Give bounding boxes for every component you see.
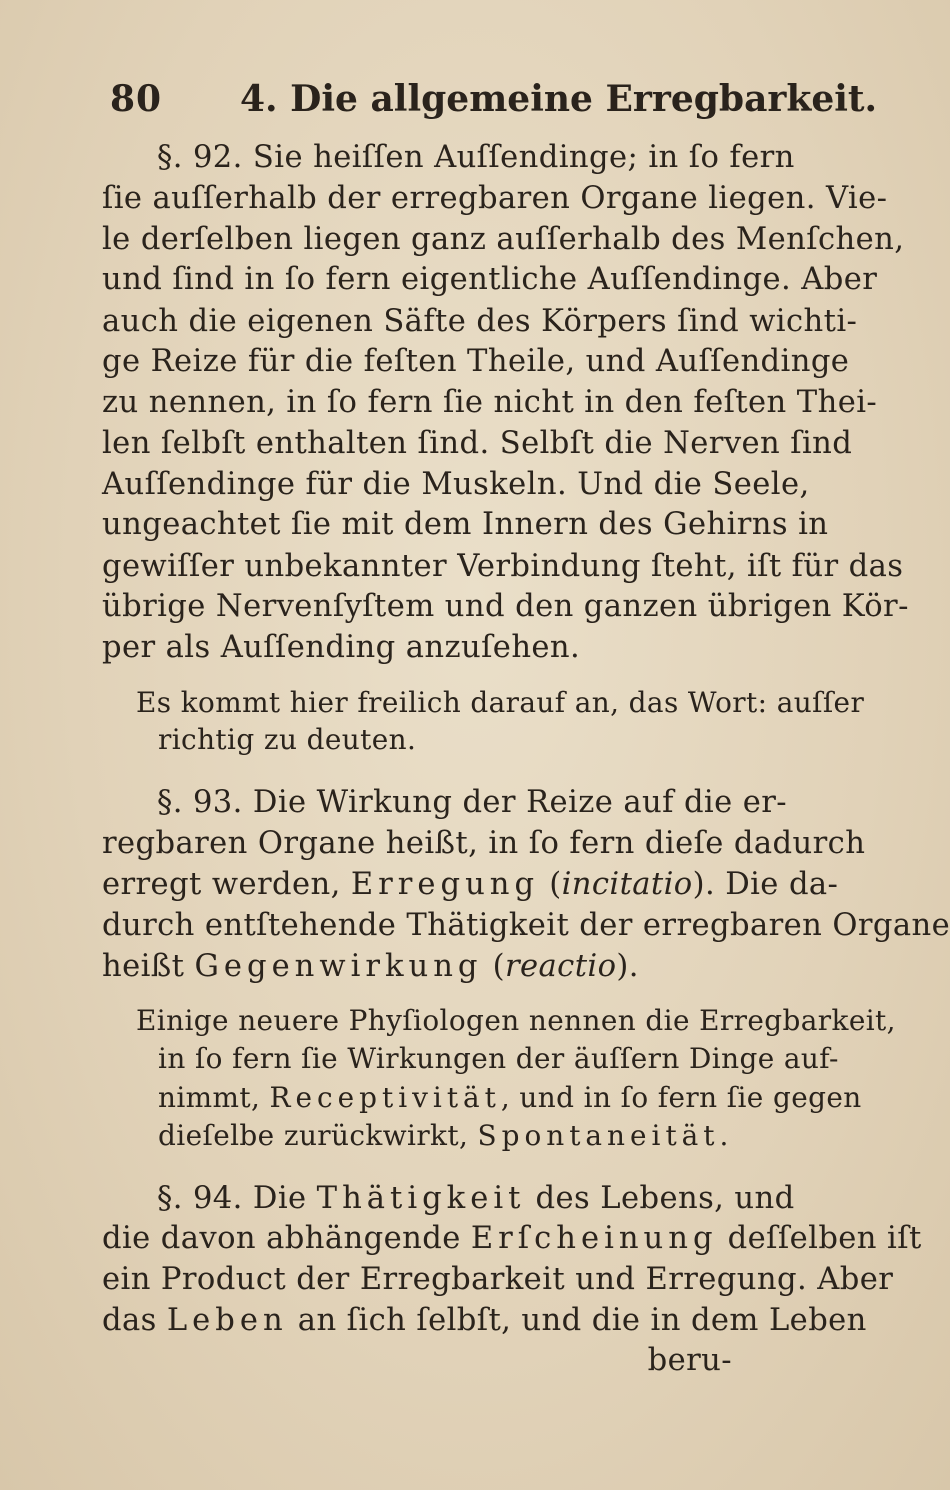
text-line: heißt Gegenwirkung (reactio). xyxy=(102,948,639,984)
text-line: §. 94. Die Thätigkeit des Lebens, und xyxy=(157,1180,795,1216)
note-line: dieſelbe zurückwirkt, Spontaneität. xyxy=(158,1118,729,1152)
text-line: das Leben an ſich ſelbſt, und die in dem Leben xyxy=(102,1302,867,1338)
text-line: erregt werden, Erregung (incitatio). Die da- xyxy=(102,866,839,902)
text-line: len ſelbſt enthalten ſind. Selbſt die Nerven ſind xyxy=(102,426,853,462)
note-line: Einige neuere Phyſiologen nennen die Erregbarkeit, xyxy=(136,1004,896,1038)
note-line: richtig zu deuten. xyxy=(158,723,417,757)
text-line: regbaren Organe heißt, in ſo fern dieſe dadurch xyxy=(102,826,866,862)
page-header xyxy=(0,70,878,130)
text-line: zu nennen, in ſo fern ſie nicht in den feſten Thei- xyxy=(102,384,878,420)
text-line: und ſind in ſo fern eigentliche Auſſendinge. Aber xyxy=(102,262,878,298)
text-line: übrige Nervenſyſtem und den ganzen übrigen Kör- xyxy=(102,589,909,625)
term-erscheinung: Erſcheinung xyxy=(470,1221,718,1257)
term-leben: Leben xyxy=(166,1302,288,1338)
text-line: ungeachtet ſie mit dem Innern des Gehirns in xyxy=(102,507,829,543)
term-erregung: Erregung xyxy=(350,866,540,902)
term-spontaneitaet: Spontaneität xyxy=(477,1118,720,1152)
text-line: auch die eigenen Säfte des Körpers ſind wichti- xyxy=(102,303,858,339)
text-line: le derſelben liegen ganz auſſerhalb des Menſchen, xyxy=(102,221,905,257)
catchword: beru- xyxy=(647,1343,732,1379)
text-line: ſie auſſerhalb der erregbaren Organe liegen. Vie- xyxy=(102,180,888,216)
text-line: per als Auſſending anzuſehen. xyxy=(102,629,581,665)
text-line: §. 93. Die Wirkung der Reize auf die er- xyxy=(157,785,788,821)
text-line: durch entſtehende Thätigkeit der erregbaren Organe xyxy=(102,907,950,943)
text-line: die davon abhängende Erſcheinung deſſelben iſt xyxy=(102,1221,922,1257)
running-title: 4. Die allgemeine Erregbarkeit. xyxy=(240,78,878,120)
text-line: ge Reize für die feſten Theile, und Auſſendinge xyxy=(102,344,850,380)
term-thaetigkeit: Thätigkeit xyxy=(316,1180,526,1216)
page-number: 80 xyxy=(110,78,163,120)
term-receptivitaet: Receptivität xyxy=(269,1080,501,1114)
note-line: in ſo fern ſie Wirkungen der äuſſern Dinge auf- xyxy=(158,1042,839,1076)
term-gegenwirkung: Gegenwirkung xyxy=(194,948,483,984)
note-line: Es kommt hier freilich darauf an, das Wort: auſſer xyxy=(136,686,865,719)
note-line: nimmt, Receptivität, und in ſo fern ſie gegen xyxy=(158,1080,862,1114)
text-line: §. 92. Sie heiſſen Auſſendinge; in ſo fern xyxy=(157,140,795,175)
text-line: Auſſendinge für die Muskeln. Und die Seele, xyxy=(102,466,810,502)
text-line: gewiſſer unbekannter Verbindung ſteht, iſt für das xyxy=(102,548,904,584)
text-line: ein Product der Erregbarkeit und Erregung. Aber xyxy=(102,1262,894,1298)
